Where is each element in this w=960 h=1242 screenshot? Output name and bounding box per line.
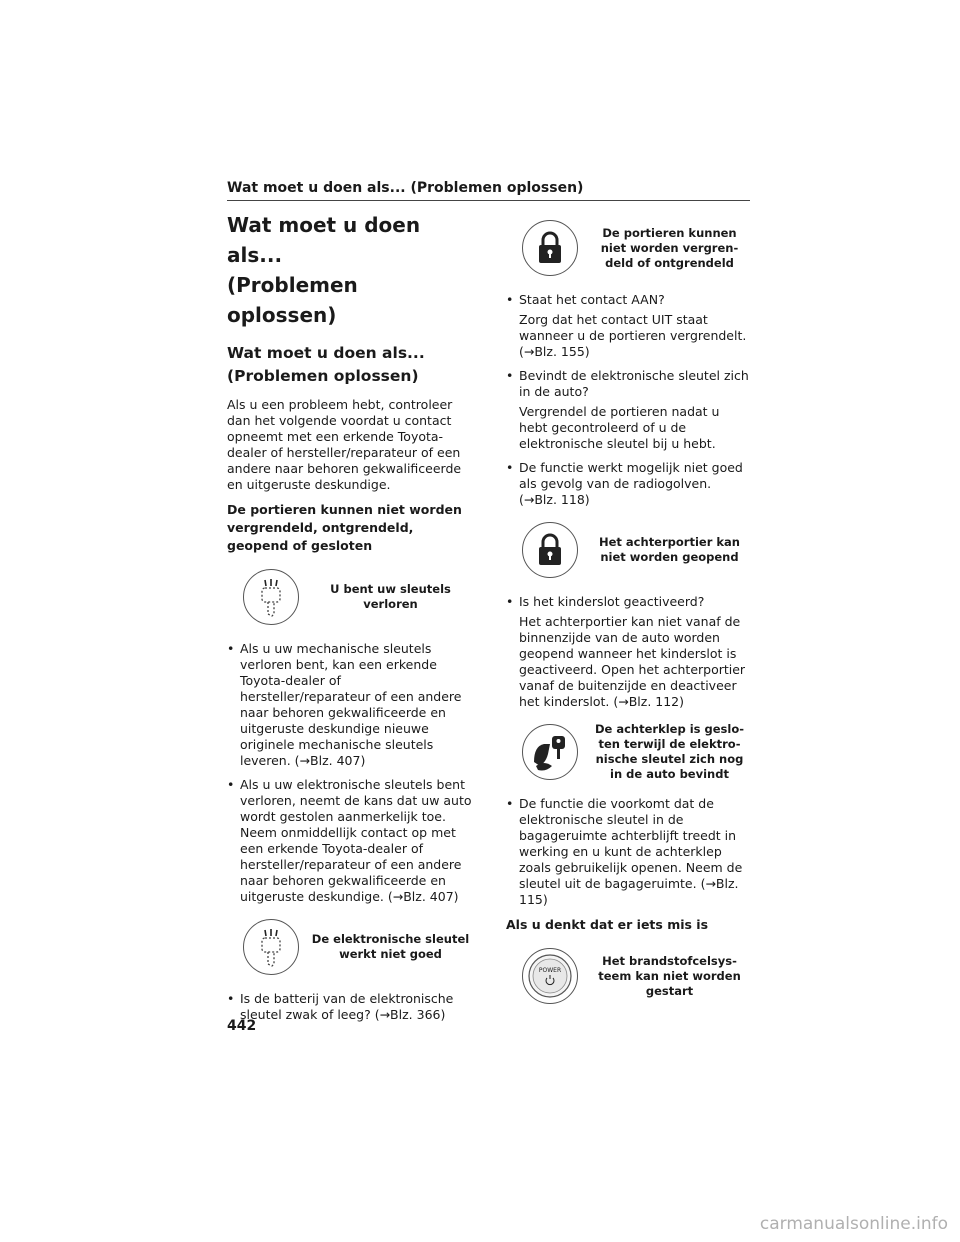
- rear-door-block: [506, 516, 751, 584]
- lock-icon: [522, 522, 578, 578]
- back-door-key-block: [506, 718, 751, 786]
- list-item: • Is de batterij van de elektronische sleutel zwak of leeg? (→Blz. 366): [227, 991, 472, 1023]
- mechanical-key-icon: [243, 569, 299, 625]
- watermark: carmanualsonline.info: [759, 1214, 948, 1234]
- back-door-key-icon: [522, 724, 578, 780]
- door-lock-list: [506, 292, 751, 508]
- list-item: • Bevindt de elektronische sleutel zich in de auto? Vergrendel de portieren nadat u hebt gecontroleerd of u de elektronische sleutel bij u hebt.: [506, 368, 751, 452]
- list-item: • De functie die voorkomt dat de elektronische sleutel in de bagageruimte achterblijft treedt in werking en u kunt de achterklep zoals gebruikelijk openen. Neem de sleutel uit de bagageruimte. (→Blz. 115): [506, 796, 751, 908]
- door-lock-block: [506, 214, 751, 282]
- electronic-key-block: [227, 913, 472, 981]
- left-column: [227, 210, 472, 1031]
- list-item: • Staat het contact AAN? Zorg dat het contact UIT staat wanneer u de portieren vergrendelt. (→Blz. 155): [506, 292, 751, 360]
- list-item: • Is het kinderslot geactiveerd? Het achterportier kan niet vanaf de binnenzijde van de auto worden geopend wanneer het kinderslot is geactiveerd. Open het achterportier vanaf de buitenzijde en deactiveer het kinderslot. (→Blz. 112): [506, 594, 751, 710]
- lost-keys-block: [227, 563, 472, 631]
- power-start-label: Het brandstofcelsys-teem kan niet worden gestart: [598, 953, 741, 998]
- lost-keys-label: U bent uw sleutels verloren: [330, 582, 451, 611]
- lock-icon: [522, 220, 578, 276]
- back-door-key-list: [506, 796, 751, 908]
- back-door-key-label: De achterklep is geslo-ten terwijl de elektro-nische sleutel zich nog in de auto bevindt: [595, 722, 744, 781]
- electronic-key-label: De elektronische sleutel werkt niet goed: [311, 932, 470, 961]
- list-item: • Als u uw elektronische sleutels bent verloren, neemt de kans dat uw auto wordt gestolen aanmerkelijk toe. Neem onmiddellijk contact op met een erkende Toyota-dealer of hersteller/reparateur of een andere naar behoren gekwalificeerde en uitgeruste deskundige. (→Blz. 407): [227, 777, 472, 905]
- door-lock-label: De portieren kunnen niet worden vergren-deld of ontgrendeld: [600, 225, 739, 270]
- section-title: Wat moet u doen als... (Problemen oplossen): [227, 213, 421, 327]
- rear-door-label: Het achterportier kan niet worden geopend: [599, 535, 740, 564]
- list-item: • Als u uw mechanische sleutels verloren bent, kan een erkende Toyota-dealer of hersteller/reparateur of een andere naar behoren gekwalificeerde en uitgeruste deskundige nieuwe originele mechanische sleutels leveren. (→Blz. 407): [227, 641, 472, 769]
- power-button-icon: [522, 948, 578, 1004]
- intro-paragraph: Als u een probleem hebt, controleer dan het volgende voordat u contact opneemt met een erkende Toyota-dealer of hersteller/reparateur of een andere naar behoren gekwalificeerde en uitgeruste deskundige.: [227, 397, 462, 492]
- power-start-block: [506, 942, 751, 1010]
- electronic-key-icon: [243, 919, 299, 975]
- doors-subheading: De portieren kunnen niet worden vergrendeld, ontgrendeld, geopend of gesloten: [227, 502, 462, 553]
- right-column: [506, 210, 751, 1020]
- lost-keys-list: [227, 641, 472, 905]
- electronic-key-list: [227, 991, 472, 1023]
- list-item: • De functie werkt mogelijk niet goed als gevolg van de radiogolven. (→Blz. 118): [506, 460, 751, 508]
- subsection-title: Wat moet u doen als... (Problemen oplossen): [227, 344, 425, 385]
- problem-subheading: Als u denkt dat er iets mis is: [506, 917, 709, 932]
- page-number: 442: [227, 1018, 257, 1034]
- rear-door-list: [506, 594, 751, 710]
- running-header: Wat moet u doen als... (Problemen oplossen): [227, 180, 750, 201]
- power-button-text: POWER: [538, 967, 562, 974]
